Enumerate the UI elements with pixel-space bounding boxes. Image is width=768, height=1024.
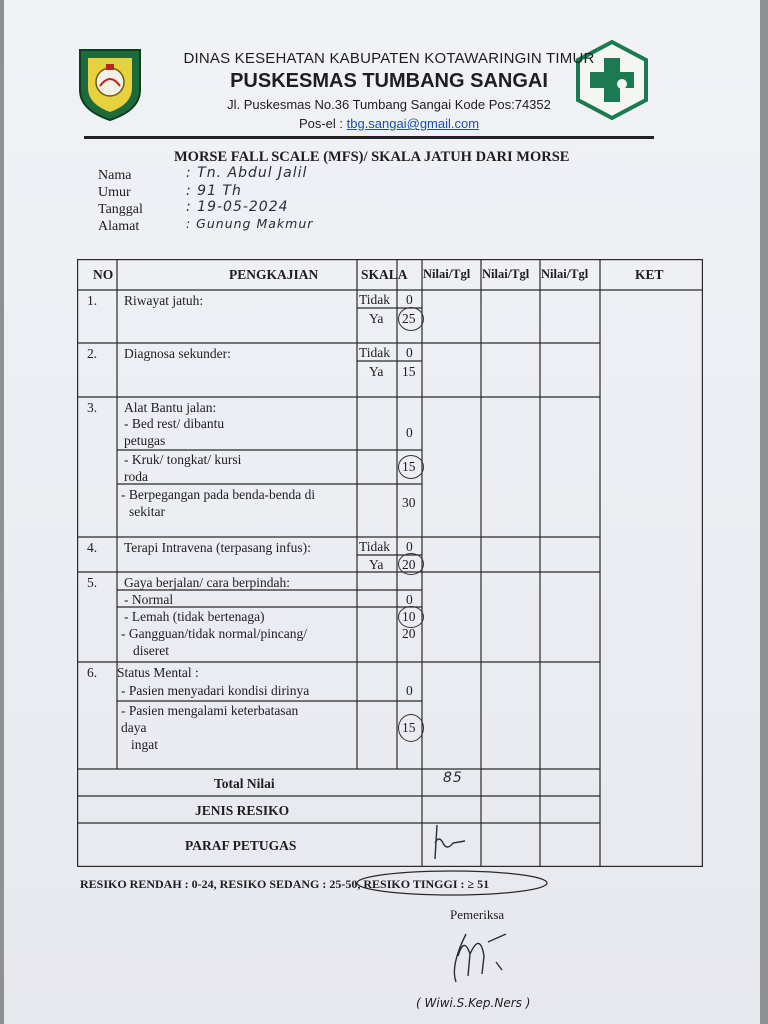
row-6b-line-3: ingat — [131, 737, 158, 752]
row-5a-score: 0 — [406, 592, 413, 607]
risk-type-label: JENIS RESIKO — [195, 803, 290, 818]
row-3-number: 3. — [87, 400, 98, 415]
date-label: Tanggal — [98, 202, 143, 217]
address-label: Alamat — [98, 219, 140, 234]
row-2-label: Diagnosa sekunder: — [124, 346, 231, 361]
row-6a-label: - Pasien menyadari kondisi dirinya — [121, 683, 310, 698]
facility-name: PUSKESMAS TUMBANG SANGAI — [230, 70, 548, 92]
row-4-number: 4. — [87, 540, 98, 555]
selected-score-circle — [398, 606, 424, 628]
row-3b-line-2: roda — [124, 469, 148, 484]
col-header-scale: SKALA — [361, 267, 408, 282]
row-6a-score: 0 — [406, 683, 413, 698]
email-link[interactable]: tbg.sangai@gmail.com — [346, 116, 480, 131]
age-label: Umur — [98, 185, 131, 200]
facility-address: Jl. Puskesmas No.36 Tumbang Sangai Kode Pos:74352 — [227, 97, 551, 112]
row-6b-score: 15 — [402, 720, 416, 735]
col-header-no: NO — [93, 267, 114, 282]
row-2-option-yes: Ya — [369, 364, 384, 379]
row-5-label: Gaya berjalan/ cara berpindah: — [124, 575, 291, 590]
age-value: : 91 Th — [186, 183, 242, 199]
row-3-label: Alat Bantu jalan: — [124, 400, 217, 415]
morse-fall-scale-table — [77, 259, 703, 867]
row-5c-score: 20 — [402, 626, 416, 641]
total-label: Total Nilai — [214, 776, 275, 791]
examiner-label: Pemeriksa — [450, 907, 505, 922]
row-3a-line-2: petugas — [124, 433, 166, 448]
row-1-score-yes: 25 — [402, 311, 416, 326]
row-2-score-yes: 15 — [402, 364, 416, 379]
examiner-name: ( Wiwi.S.Kep.Ners ) — [416, 996, 531, 1010]
total-value: 85 — [443, 770, 463, 786]
row-3c-score: 30 — [402, 495, 416, 510]
agency-name: DINAS KESEHATAN KABUPATEN KOTAWARINGIN TIMUR — [183, 50, 595, 67]
row-3a-line-1: - Bed rest/ dibantu — [124, 416, 225, 431]
row-3c-line-1: - Berpegangan pada benda-benda di — [121, 487, 316, 502]
row-3b-line-1: - Kruk/ tongkat/ kursi — [124, 452, 242, 467]
row-1-number: 1. — [87, 293, 98, 308]
row-2-number: 2. — [87, 346, 98, 361]
officer-initials-signature — [429, 821, 469, 863]
facility-email-line — [154, 116, 624, 131]
row-5b-score: 10 — [402, 609, 416, 624]
row-1-option-yes: Ya — [369, 311, 384, 326]
row-5c-line-2: diseret — [133, 643, 169, 658]
row-6-number: 6. — [87, 665, 98, 680]
row-5-number: 5. — [87, 575, 98, 590]
row-4-score-yes: 20 — [402, 557, 416, 572]
high-risk-highlight-circle — [354, 868, 550, 898]
name-label: Nama — [98, 168, 132, 183]
examiner-signature — [444, 926, 514, 990]
row-4-option-yes: Ya — [369, 557, 384, 572]
col-header-value-3: Nilai/Tgl — [541, 267, 589, 281]
date-value: : 19-05-2024 — [186, 199, 289, 215]
row-5b-label: - Lemah (tidak bertenaga) — [124, 609, 265, 624]
row-4-label: Terapi Intravena (terpasang infus): — [124, 540, 311, 555]
row-1-option-no: Tidak — [359, 292, 391, 307]
row-2-option-no: Tidak — [359, 345, 391, 360]
selected-score-circle — [398, 307, 424, 331]
row-3a-score: 0 — [406, 425, 413, 440]
col-header-value-2: Nilai/Tgl — [482, 267, 530, 281]
officer-initials-label: PARAF PETUGAS — [185, 838, 297, 853]
selected-score-circle — [398, 553, 424, 575]
row-4-option-no: Tidak — [359, 539, 391, 554]
row-6b-line-1: - Pasien mengalami keterbatasan — [121, 703, 299, 718]
row-1-label: Riwayat jatuh: — [124, 293, 204, 308]
row-1-score-no: 0 — [406, 292, 413, 307]
name-value: : Tn. Abdul Jalil — [186, 165, 308, 181]
col-header-assessment: PENGKAJIAN — [229, 267, 319, 282]
row-5a-label: - Normal — [124, 592, 174, 607]
selected-score-circle — [398, 455, 424, 479]
row-6-label: Status Mental : — [117, 665, 199, 680]
email-label: Pos-el : — [298, 116, 347, 131]
row-2-score-no: 0 — [406, 345, 413, 360]
col-header-value-1: Nilai/Tgl — [423, 267, 471, 281]
row-3c-line-2: sekitar — [129, 504, 165, 519]
regency-emblem-logo — [76, 46, 144, 122]
document-page — [4, 0, 760, 1024]
risk-legend: RESIKO RENDAH : 0-24, RESIKO SEDANG : 25-50, RESIKO TINGGI : ≥ 51 — [80, 877, 490, 891]
row-6b-line-2: daya — [121, 720, 147, 735]
address-value: : Gunung Makmur — [186, 216, 314, 231]
row-5c-line-1: - Gangguan/tidak normal/pincang/ — [121, 626, 307, 641]
form-title: MORSE FALL SCALE (MFS)/ SKALA JATUH DARI MORSE — [174, 149, 570, 165]
row-3b-score: 15 — [402, 459, 416, 474]
header-divider — [84, 136, 654, 139]
row-4-score-no: 0 — [406, 539, 413, 554]
col-header-notes: KET — [635, 267, 664, 282]
selected-score-circle — [398, 714, 424, 742]
